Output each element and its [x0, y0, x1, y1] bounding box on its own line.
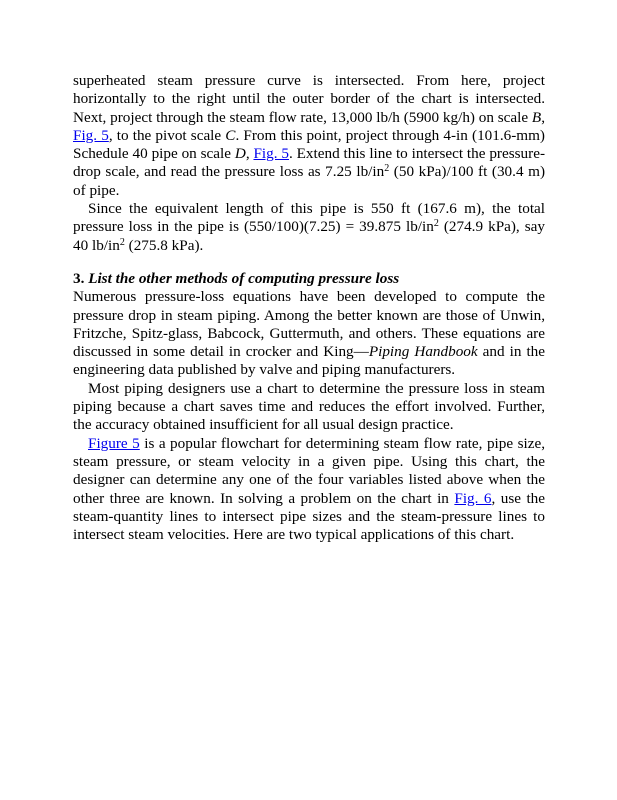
section-number: 3. — [73, 269, 85, 287]
text-run: (274.9 kPa), say 40 lb/in — [73, 218, 545, 254]
text-run: , use the steam-quantity lines to intersect pipe sizes and the steam-pressure lines to intersect steam velocities. Here are two typical applications of this chart. — [73, 489, 545, 544]
scale-label-d: D — [234, 145, 246, 163]
text-run: and in the engineering data published by valve and piping manufacturers. — [73, 343, 545, 379]
document-page — [73, 72, 545, 544]
text-run: , to the pivot scale — [108, 126, 226, 144]
section-title: List the other methods of computing pressure loss — [88, 269, 400, 287]
link-fig-5[interactable]: Fig. 5 — [73, 126, 109, 144]
superscript: 2 — [384, 163, 390, 175]
link-figure-5[interactable]: Figure 5 — [88, 434, 140, 452]
text-run: . From this point, project through 4-in (101.6-mm) Schedule 40 pipe on scale — [73, 126, 545, 163]
paragraph-chart-usage — [73, 380, 545, 435]
paragraph-flowchart — [73, 435, 545, 545]
text-run: Since the equivalent length of this pipe is 550 ft (167.6 m), the total pressure loss in the pipe is (550/100)(7.25) = 39.875 lb/in — [73, 200, 545, 236]
superscript: 2 — [433, 218, 439, 230]
paragraph-total-loss — [73, 200, 545, 255]
text-run: Most piping designers use a chart to determine the pressure loss in steam piping because a chart saves time and reduces the effort involved. Further, the accuracy obtained insufficient for all usual design practice. — [73, 379, 545, 434]
text-run: (50 kPa)/100 ft (30.4 m) of pipe. — [73, 163, 546, 199]
text-run: , — [245, 145, 254, 163]
paragraph-equations — [73, 288, 545, 379]
text-run: , — [541, 108, 545, 126]
text-run: superheated steam pressure curve is intersected. From here, project horizontally to the right until the outer border of the chart is intersected. Next, project through the steam flow rate, 13,000 lb/h (5900 kg/h) on scale — [73, 72, 545, 126]
link-fig-6[interactable]: Fig. 6 — [454, 489, 492, 507]
scale-label-c: C — [225, 126, 236, 144]
superscript: 2 — [119, 236, 125, 248]
book-title: Piping Handbook — [368, 343, 478, 361]
text-run: (275.8 kPa). — [124, 236, 204, 254]
text-run: is a popular flowchart for determining steam flow rate, pipe size, steam pressure, or steam velocity in a given pipe. Using this chart, the designer can determine any one of the four variables listed above when the other three are known. In solving a problem on the chart in — [73, 434, 545, 507]
text-run: . Extend this line to intersect the pressure-drop scale, and read the pressure loss as 7.25 lb/in — [73, 145, 545, 181]
section-heading — [73, 270, 545, 288]
link-fig-5[interactable]: Fig. 5 — [253, 145, 289, 163]
text-run: Numerous pressure-loss equations have been developed to compute the pressure drop in steam piping. Among the better known are those of Unwin, Fritzche, Spitz-glass, Babcock, Guttermuth, and others. These equations are discussed in some detail in crocker and King— — [73, 288, 545, 361]
scale-label-b: B — [531, 108, 542, 126]
paragraph-solution-continued — [73, 72, 545, 200]
